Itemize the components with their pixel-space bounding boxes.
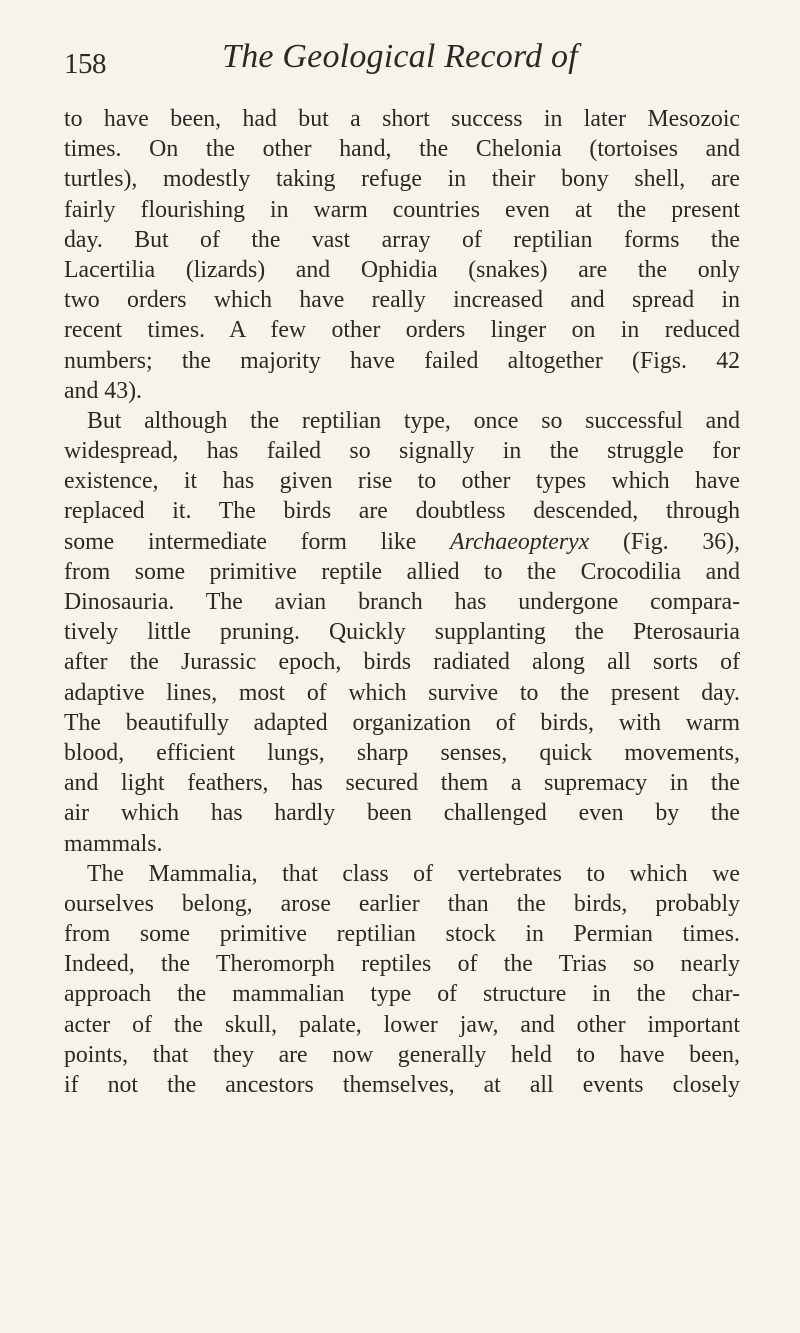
text-line-5: day. But of the vast array of reptilian forms the [64, 226, 740, 253]
text-line-28: from some primitive reptilian stock in Permian times. [64, 921, 740, 948]
page-number: 158 [64, 48, 106, 80]
text-line-21: The beautifully adapted organization of birds, with warm [64, 709, 740, 736]
text-line-6: Lacertilia (lizards) and Ophidia (snakes) are the only [64, 256, 740, 283]
text-line-12: widespread, has failed so signally in the struggle for [64, 438, 740, 465]
archaeopteryx-term: Archaeopteryx [450, 528, 590, 555]
text-line-3: turtles), modestly taking refuge in their bony shell, are [64, 166, 740, 193]
text-line-10: and 43). [64, 377, 142, 404]
text-line-25: mammals. [64, 830, 163, 857]
text-line-18: tively little pruning. Quickly supplanting the Pterosauria [64, 619, 740, 646]
text-line-32: points, that they are now generally held to have been, [64, 1041, 740, 1068]
page-header [64, 38, 736, 92]
text-line-31: acter of the skull, palate, lower jaw, and other important [64, 1011, 740, 1038]
text-line-15 [64, 527, 740, 557]
text-line-30: approach the mammalian type of structure in the char- [64, 981, 740, 1008]
text-line-13: existence, it has given rise to other types which have [64, 468, 740, 495]
text-line-23: and light feathers, has secured them a supremacy in the [64, 770, 740, 797]
text-line-17: Dinosauria. The avian branch has undergone compara- [64, 589, 740, 615]
text-line-9: numbers; the majority have failed altogether (Figs. 42 [64, 347, 740, 374]
text-line-4: fairly flourishing in warm countries even at the present [64, 196, 740, 223]
text-line-8: recent times. A few other orders linger on in reduced [64, 317, 740, 344]
text-line-1: to have been, had but a short success in later Mesozoic [64, 106, 740, 132]
text-line-11: But although the reptilian type, once so successful and [87, 407, 740, 434]
text-line-19: after the Jurassic epoch, birds radiated along all sorts of [64, 649, 740, 676]
text-line-24: air which has hardly been challenged even by the [64, 800, 740, 827]
text-line-15-end: (Fig. 36), [622, 528, 740, 555]
text-line-7: two orders which have really increased and spread in [64, 287, 740, 314]
text-line-33: if not the ancestors themselves, at all events closely [64, 1072, 740, 1098]
text-line-20: adaptive lines, most of which survive to the present day. [64, 679, 740, 706]
body-text [64, 104, 740, 1100]
text-line-15-start: some intermediate form like [64, 528, 417, 555]
text-line-27: ourselves belong, arose earlier than the birds, probably [64, 890, 740, 917]
text-line-2: times. On the other hand, the Chelonia (tortoises and [64, 136, 740, 163]
running-title: The Geological Record of [222, 38, 578, 75]
text-line-22: blood, efficient lungs, sharp senses, quick movements, [64, 739, 740, 766]
text-line-29: Indeed, the Theromorph reptiles of the Trias so nearly [64, 951, 740, 978]
text-line-16: from some primitive reptile allied to the Crocodilia and [64, 558, 740, 585]
text-line-26: The Mammalia, that class of vertebrates to which we [87, 860, 740, 887]
text-line-14: replaced it. The birds are doubtless descended, through [64, 498, 740, 525]
